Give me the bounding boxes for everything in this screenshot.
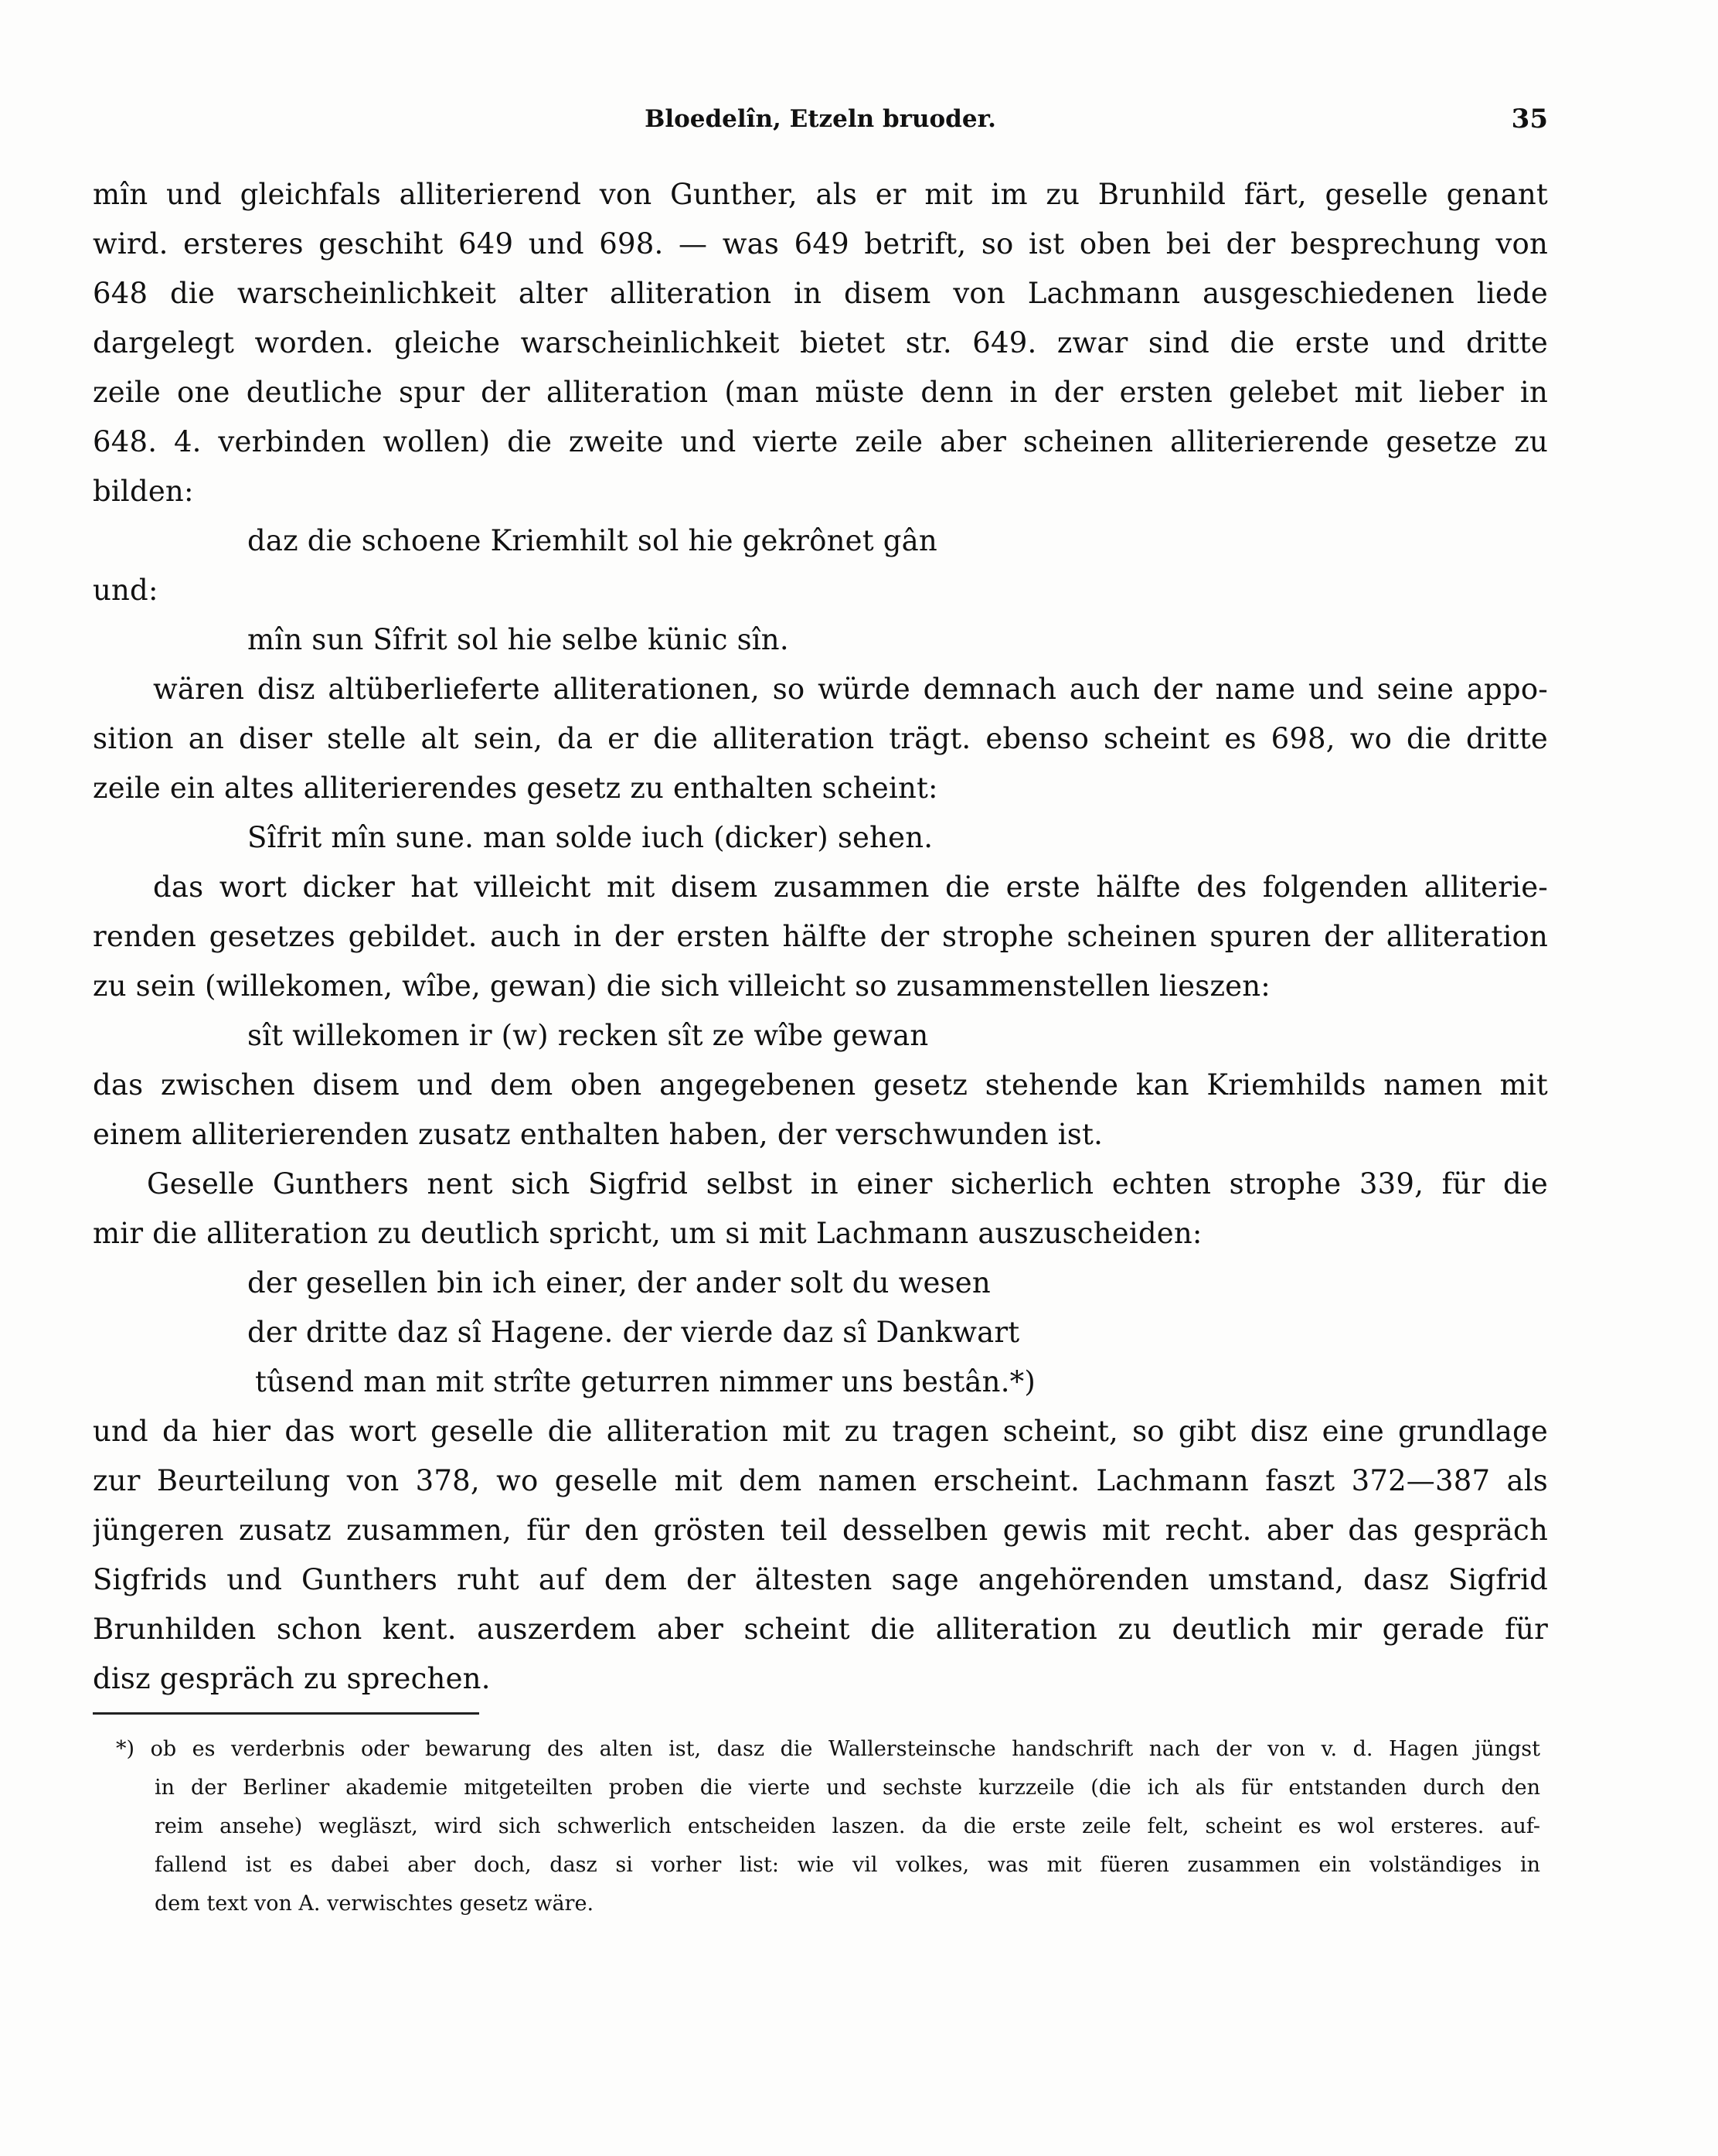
main-text bbox=[93, 170, 1548, 1704]
text-line: und: bbox=[93, 574, 158, 607]
text-line: und da hier das wort geselle die alliteration mit zu tragen scheint, so gibt disz eine grundlage bbox=[93, 1415, 1548, 1448]
text-line: Sigfrids und Gunthers ruht auf dem der ältesten sage angehörenden umstand, dasz Sigfrid bbox=[93, 1563, 1548, 1596]
footnote-divider bbox=[93, 1712, 479, 1715]
text-line: Brunhilden schon kent. auszerdem aber scheint die alliteration zu deutlich mir gerade für bbox=[93, 1613, 1548, 1646]
text-line: mir die alliteration zu deutlich spricht, um si mit Lachmann auszuscheiden: bbox=[93, 1217, 1203, 1250]
text-line: mîn und gleichfals alliterierend von Gunther, als er mit im zu Brunhild färt, geselle genant bbox=[93, 178, 1548, 211]
verse-quote: tûsend man mit strîte geturren nimmer uns bestân.*) bbox=[255, 1365, 1036, 1398]
running-head: Bloedelîn, Etzeln bruoder. bbox=[645, 105, 996, 133]
text-line: zur Beurteilung von 378, wo geselle mit dem namen erscheint. Lachmann faszt 372—387 als bbox=[93, 1464, 1548, 1497]
text-line: Geselle Gunthers nent sich Sigfrid selbst in einer sicherlich echten strophe 339, für die bbox=[147, 1167, 1548, 1201]
text-line: einem alliterierenden zusatz enthalten haben, der verschwunden ist. bbox=[93, 1118, 1104, 1151]
footnote-line: fallend ist es dabei aber doch, dasz si vorher list: wie vil volkes, was mit füeren zusammen ein volständiges in bbox=[155, 1853, 1540, 1877]
text-line: renden gesetzes gebildet. auch in der ersten hälfte der strophe scheinen spuren der alliteration bbox=[93, 920, 1548, 953]
verse-quote: Sîfrit mîn sune. man solde iuch (dicker) sehen. bbox=[247, 821, 934, 854]
verse-quote: der gesellen bin ich einer, der ander solt du wesen bbox=[247, 1266, 991, 1299]
page-header bbox=[93, 99, 1548, 138]
footnote-line: *) ob es verderbnis oder bewarung des alten ist, dasz die Wallersteinsche handschrift nach der von v. d. Hagen jüngst bbox=[116, 1737, 1540, 1761]
text-line: dargelegt worden. gleiche warscheinlichkeit bietet str. 649. zwar sind die erste und dritte bbox=[93, 326, 1548, 359]
text-line: das wort dicker hat villeicht mit disem zusammen die erste hälfte des folgenden alliterie- bbox=[153, 870, 1548, 904]
text-line: zeile one deutliche spur der alliteration (man müste denn in der ersten gelebet mit lieber in bbox=[93, 376, 1548, 409]
text-line: 648. 4. verbinden wollen) die zweite und vierte zeile aber scheinen alliterierende gesetze zu bbox=[93, 425, 1548, 458]
text-line: 648 die warscheinlichkeit alter alliteration in disem von Lachmann ausgeschiedenen liede bbox=[93, 277, 1548, 310]
text-line: zu sein (willekomen, wîbe, gewan) die sich villeicht so zusammenstellen lieszen: bbox=[93, 969, 1271, 1003]
footnote bbox=[116, 1730, 1540, 1923]
footnote-line: reim ansehe) wegläszt, wird sich schwerlich entscheiden laszen. da die erste zeile felt, scheint es wol ersteres. auf- bbox=[155, 1814, 1540, 1838]
text-line: disz gespräch zu sprechen. bbox=[93, 1662, 491, 1695]
text-line: wären disz altüberlieferte alliterationen, so würde demnach auch der name und seine appo- bbox=[153, 673, 1548, 706]
verse-quote: sît willekomen ir (w) recken sît ze wîbe gewan bbox=[247, 1019, 929, 1052]
footnote-line: dem text von A. verwischtes gesetz wäre. bbox=[155, 1892, 594, 1916]
text-line: sition an diser stelle alt sein, da er die alliteration trägt. ebenso scheint es 698, wo die dritte bbox=[93, 722, 1548, 755]
text-line: das zwischen disem und dem oben angegebenen gesetz stehende kan Kriemhilds namen mit bbox=[93, 1068, 1548, 1102]
verse-quote: der dritte daz sî Hagene. der vierde daz sî Dankwart bbox=[247, 1316, 1020, 1349]
verse-quote: mîn sun Sîfrit sol hie selbe künic sîn. bbox=[247, 623, 789, 656]
footnote-line: in der Berliner akademie mitgeteilten proben die vierte und sechste kurzzeile (die ich als für entstanden durch den bbox=[155, 1776, 1540, 1800]
text-line: bilden: bbox=[93, 475, 194, 508]
text-line: zeile ein altes alliterierendes gesetz zu enthalten scheint: bbox=[93, 771, 938, 805]
verse-quote: daz die schoene Kriemhilt sol hie gekrônet gân bbox=[247, 524, 937, 557]
text-line: wird. ersteres geschiht 649 und 698. — was 649 betrift, so ist oben bei der besprechung von bbox=[93, 227, 1548, 261]
text-line: jüngeren zusatz zusammen, für den grösten teil desselben gewis mit recht. aber das gespräch bbox=[93, 1514, 1548, 1547]
page-number: 35 bbox=[1511, 104, 1548, 135]
